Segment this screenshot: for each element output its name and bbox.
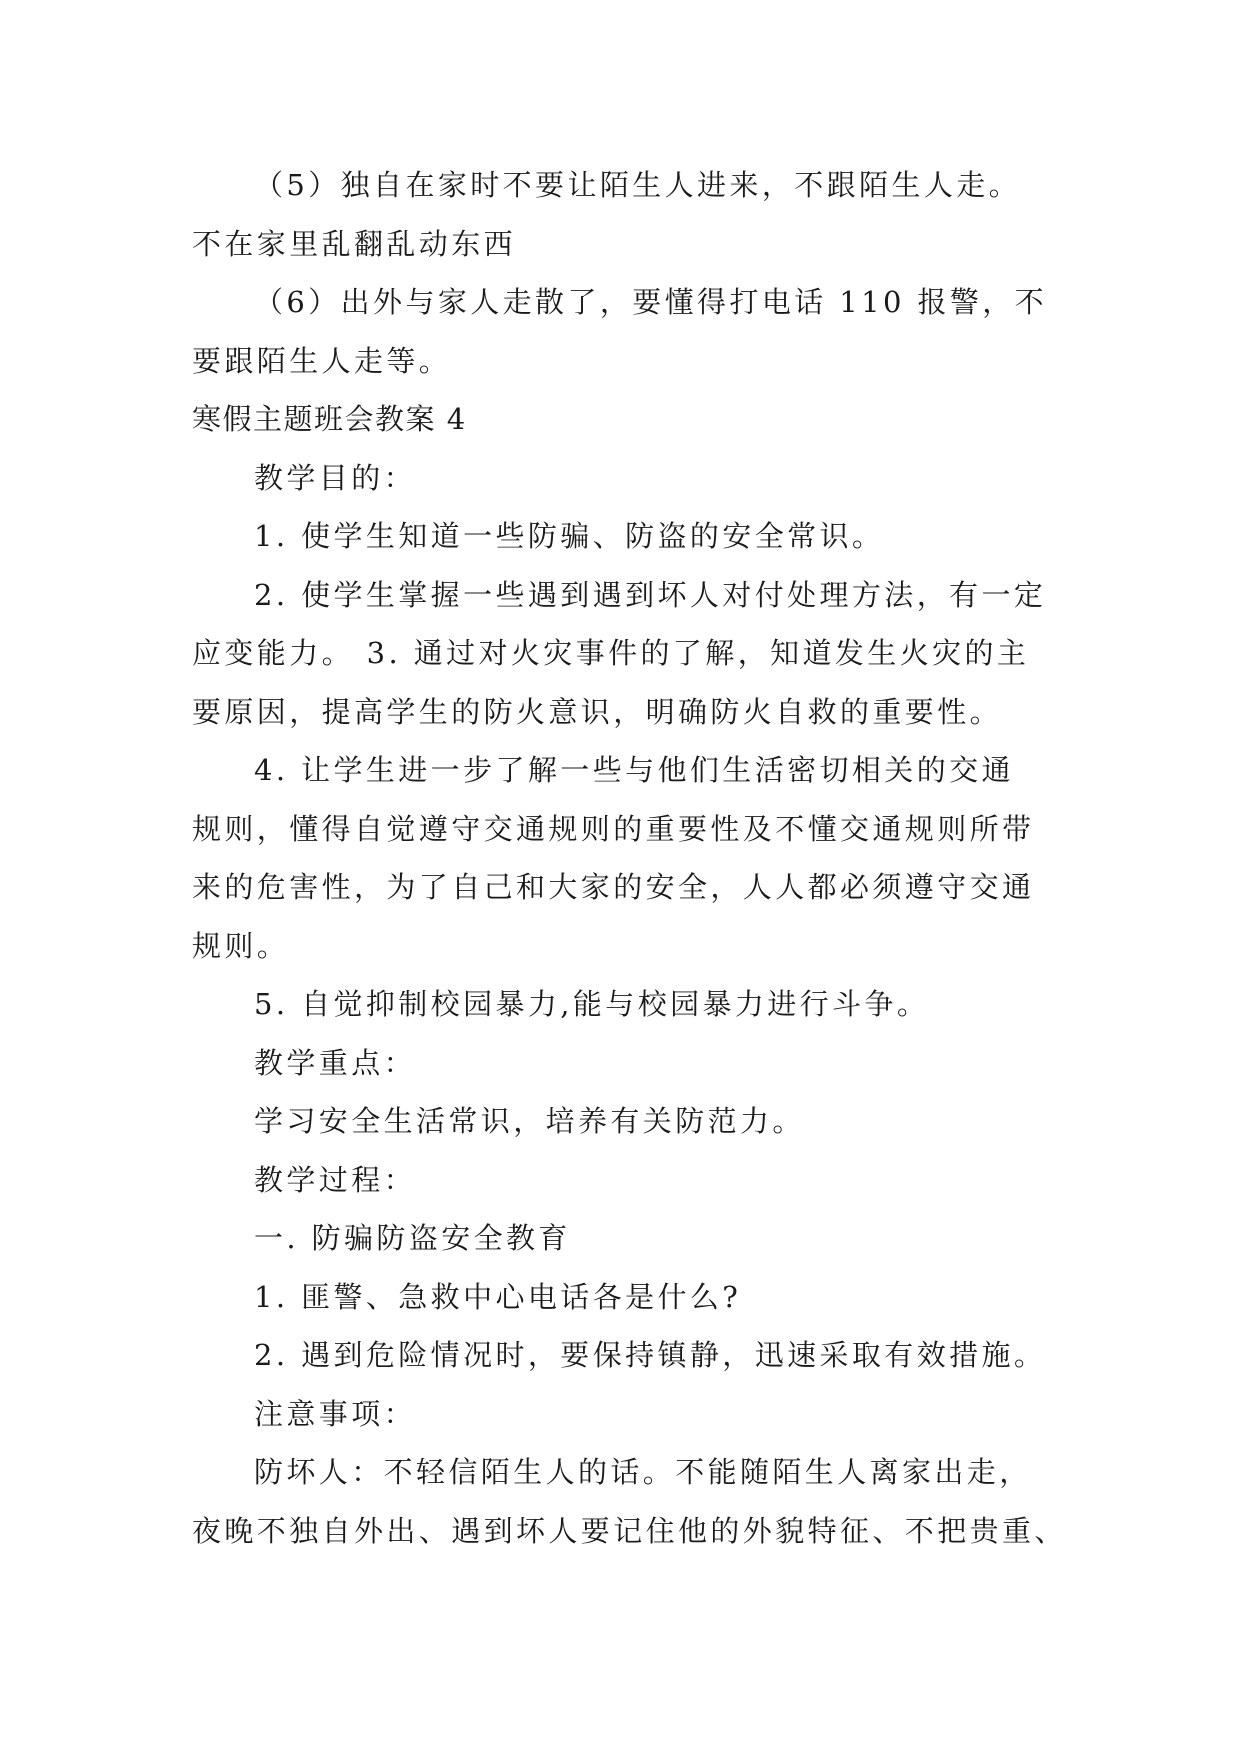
paragraph-line: 2. 遇到危险情况时，要保持镇静，迅速采取有效措施。 <box>254 1338 1047 1372</box>
paragraph-line: 规则。 <box>192 928 290 963</box>
paragraph-line: 要跟陌生人走等。 <box>192 343 452 378</box>
paragraph-line: （6）出外与家人走散了，要懂得打电话 110 报警，不 <box>254 285 1048 319</box>
paragraph-line: 防坏人：不轻信陌生人的话。不能随陌生人离家出走， <box>254 1455 1032 1489</box>
paragraph-line: 不在家里乱翻乱动东西 <box>192 226 517 261</box>
paragraph-line: 1. 使学生知道一些防骗、防盗的安全常识。 <box>254 519 885 553</box>
paragraph-line: 学习安全生活常识，培养有关防范力。 <box>254 1104 805 1138</box>
subheading-objectives: 教学目的： <box>254 460 417 495</box>
paragraph-line: 一. 防骗防盗安全教育 <box>254 1221 571 1255</box>
subheading-process: 教学过程： <box>254 1162 417 1197</box>
subheading-notes: 注意事项： <box>254 1396 417 1431</box>
paragraph-line: 来的危害性，为了自己和大家的安全，人人都必须遵守交通 <box>192 870 1035 904</box>
paragraph-line: （5）独自在家时不要让陌生人进来，不跟陌生人走。 <box>254 168 1022 202</box>
subheading-key-points: 教学重点： <box>254 1045 417 1080</box>
section-heading: 寒假主题班会教案 4 <box>192 402 467 436</box>
paragraph-line: 2. 使学生掌握一些遇到遇到坏人对付处理方法，有一定 <box>254 577 1047 612</box>
paragraph-line: 夜晚不独自外出、遇到坏人要记住他的外貌特征、不把贵重、 <box>192 1513 1067 1548</box>
paragraph-line: 规则，懂得自觉遵守交通规则的重要性及不懂交通规则所带 <box>192 811 1035 846</box>
paragraph-line: 1. 匪警、急救中心电话各是什么? <box>254 1279 742 1314</box>
paragraph-line: 5. 自觉抑制校园暴力,能与校园暴力进行斗争。 <box>254 987 930 1021</box>
document-body <box>192 156 1067 1560</box>
paragraph-line: 4. 让学生进一步了解一些与他们生活密切相关的交通 <box>254 753 1014 787</box>
paragraph-line: 要原因，提高学生的防火意识，明确防火自救的重要性。 <box>192 694 1003 729</box>
paragraph-line: 应变能力。 3. 通过对火灾事件的了解，知道发生火灾的主 <box>192 636 1030 670</box>
